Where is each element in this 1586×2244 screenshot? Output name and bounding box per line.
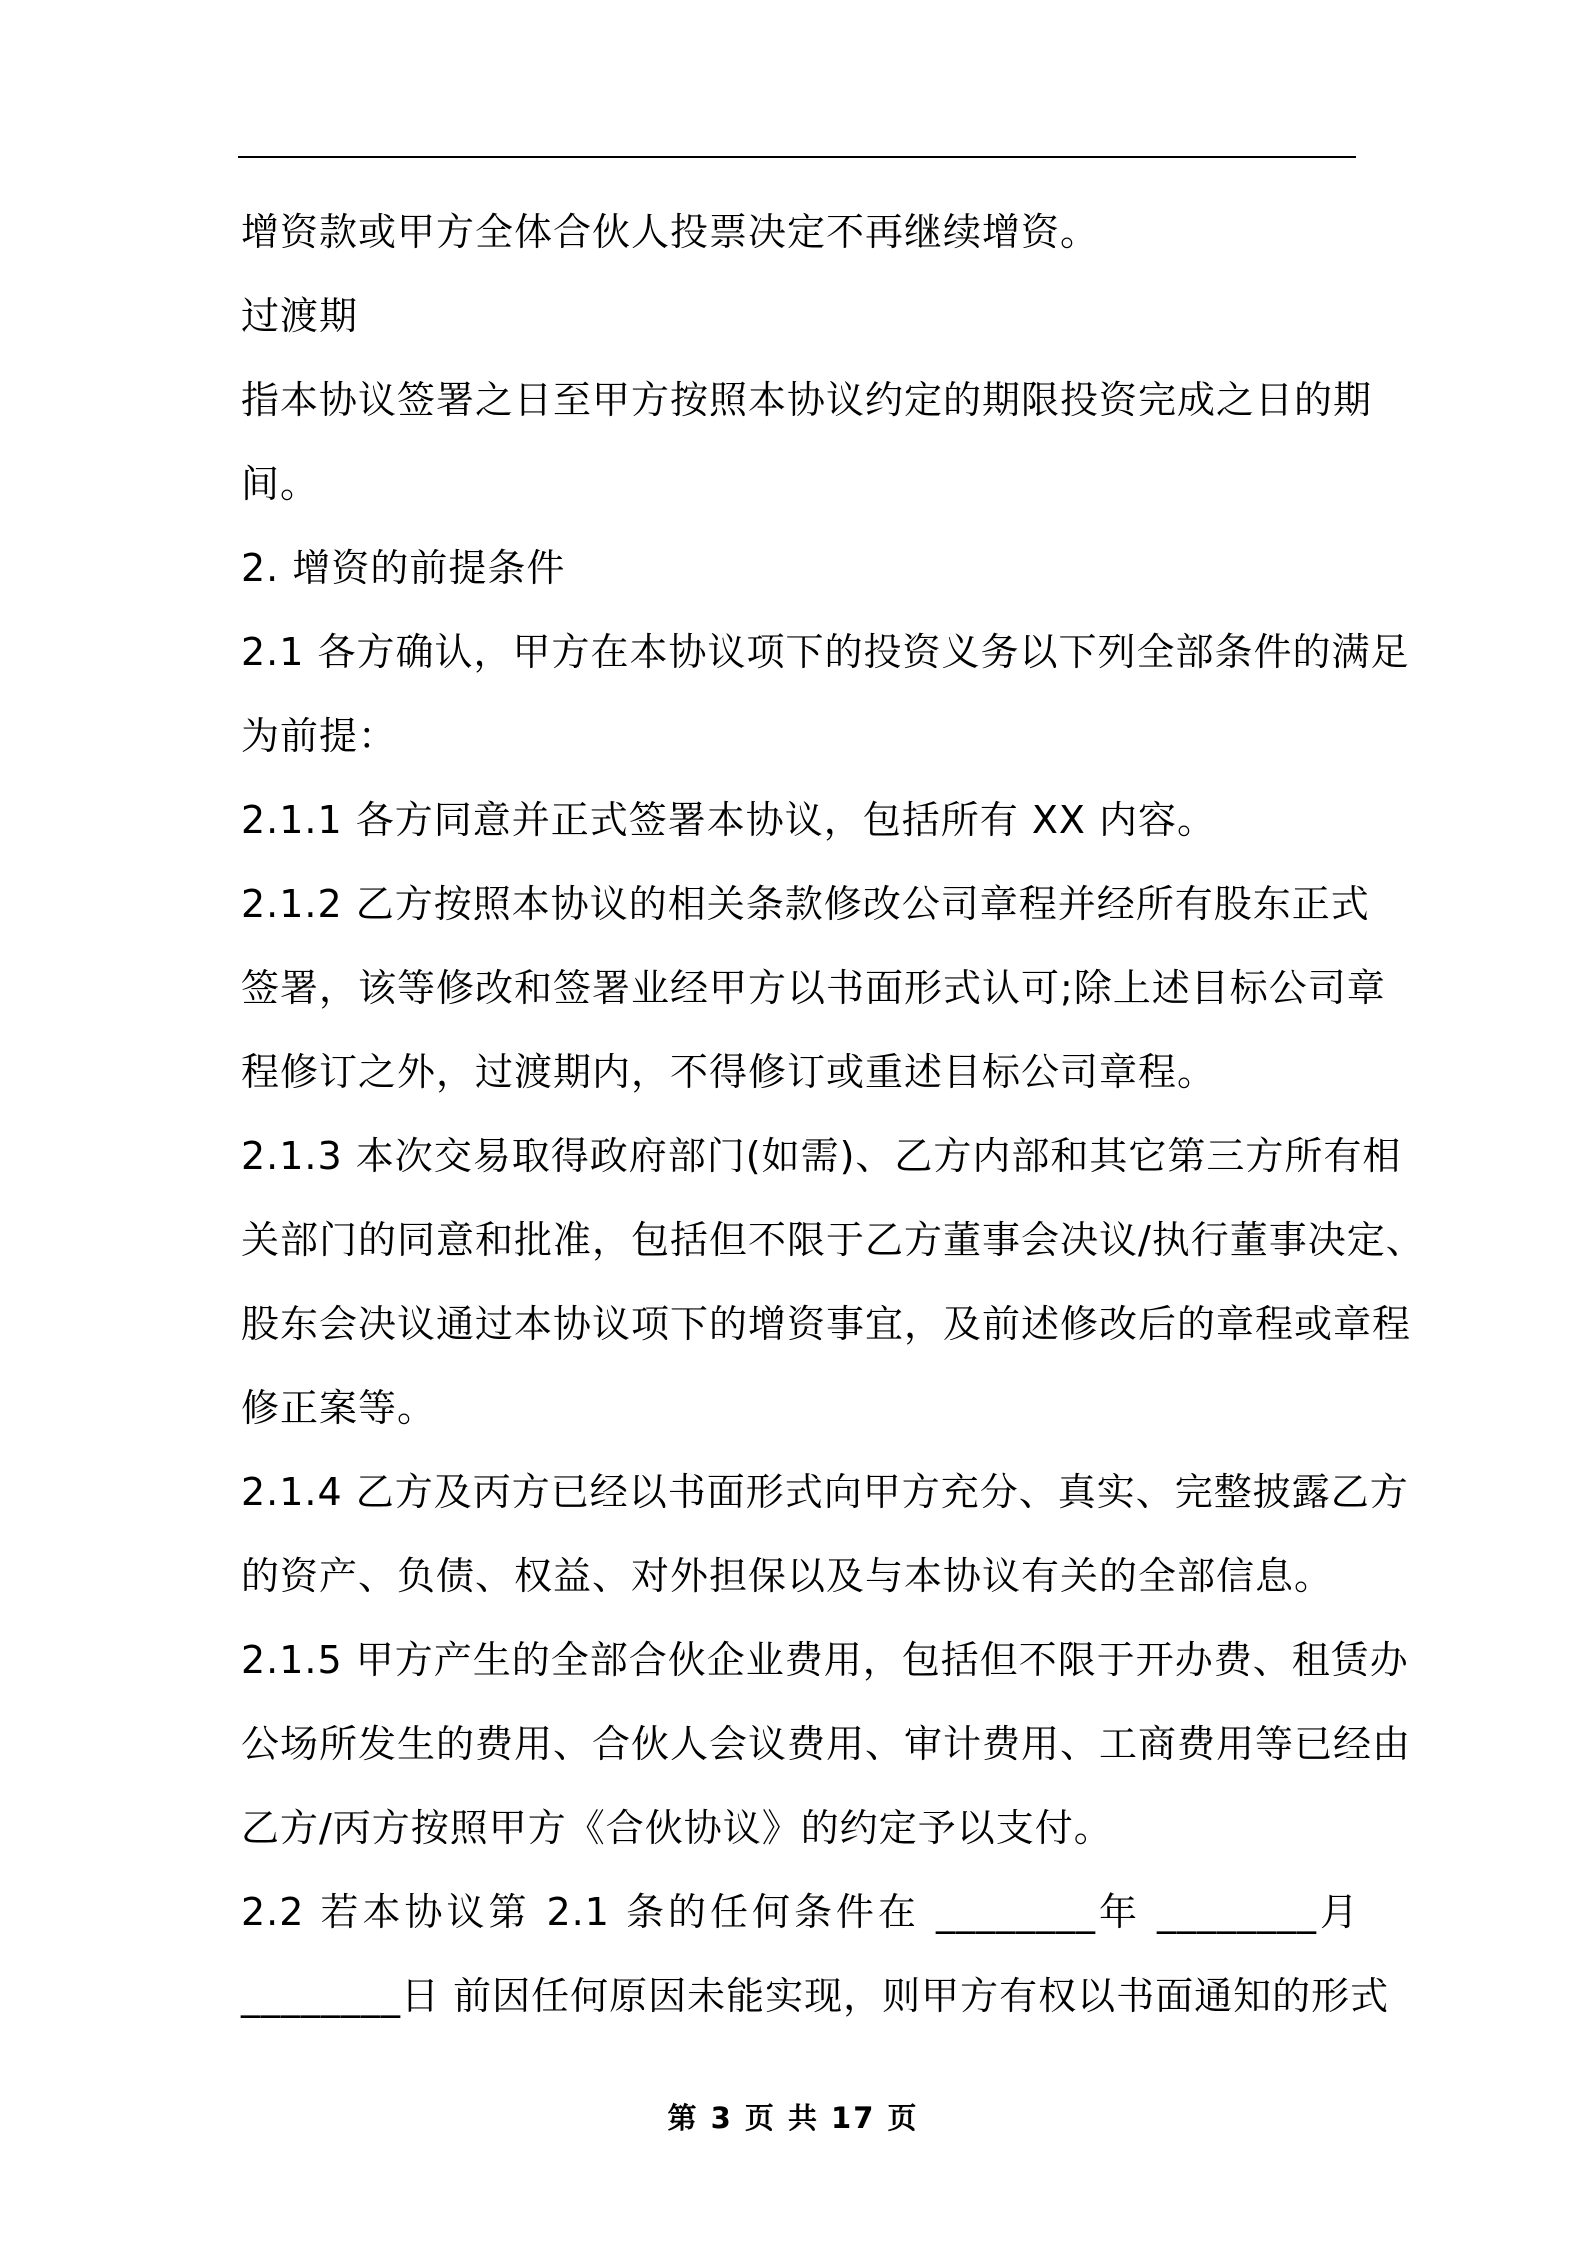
- text-line: 增资款或甲方全体合伙人投票决定不再继续增资。: [241, 210, 1100, 254]
- text-line: 2.1.3 本次交易取得政府部门(如需)、乙方内部和其它第三方所有相: [241, 1134, 1402, 1178]
- text-line: 程修订之外，过渡期内，不得修订或重述目标公司章程。: [241, 1050, 1217, 1094]
- text-line: 2.1.2 乙方按照本协议的相关条款修改公司章程并经所有股东正式: [241, 882, 1370, 926]
- text-line: 2.1.5 甲方产生的全部合伙企业费用，包括但不限于开办费、租赁办: [241, 1638, 1409, 1682]
- text-line: 2.1.1 各方同意并正式签署本协议，包括所有 XX 内容。: [241, 798, 1216, 842]
- text-line: 2.1 各方确认，甲方在本协议项下的投资义务以下列全部条件的满足: [241, 630, 1410, 674]
- text-line: 指本协议签署之日至甲方按照本协议约定的期限投资完成之日的期: [241, 378, 1373, 422]
- body-text: [241, 190, 1425, 2038]
- section-heading: 2. 增资的前提条件: [241, 546, 566, 590]
- page-number: 第 3 页 共 17 页: [667, 2101, 919, 2135]
- header-rule: [238, 156, 1356, 158]
- text-line: 2.2 若本协议第 2.1 条的任何条件在 ________年 ________月: [241, 1890, 1359, 1934]
- text-line: 的资产、负债、权益、对外担保以及与本协议有关的全部信息。: [241, 1554, 1334, 1598]
- text-line: 乙方/丙方按照甲方《合伙协议》的约定予以支付。: [241, 1806, 1113, 1850]
- text-line: 过渡期: [241, 294, 359, 338]
- text-line: 签署，该等修改和签署业经甲方以书面形式认可;除上述目标公司章: [241, 966, 1386, 1010]
- text-line: ________日 前因任何原因未能实现，则甲方有权以书面通知的形式: [241, 1974, 1390, 2018]
- text-line: 2.1.4 乙方及丙方已经以书面形式向甲方充分、真实、完整披露乙方: [241, 1470, 1409, 1514]
- text-line: 股东会决议通过本协议项下的增资事宜，及前述修改后的章程或章程: [241, 1302, 1412, 1346]
- text-line: 为前提：: [241, 714, 398, 758]
- text-line: 关部门的同意和批准，包括但不限于乙方董事会决议/执行董事决定、: [241, 1218, 1425, 1262]
- text-line: 公场所发生的费用、合伙人会议费用、审计费用、工商费用等已经由: [241, 1722, 1412, 1766]
- text-line: 间。: [241, 462, 320, 506]
- page-footer: [0, 2096, 1586, 2137]
- text-line: 修正案等。: [241, 1386, 437, 1430]
